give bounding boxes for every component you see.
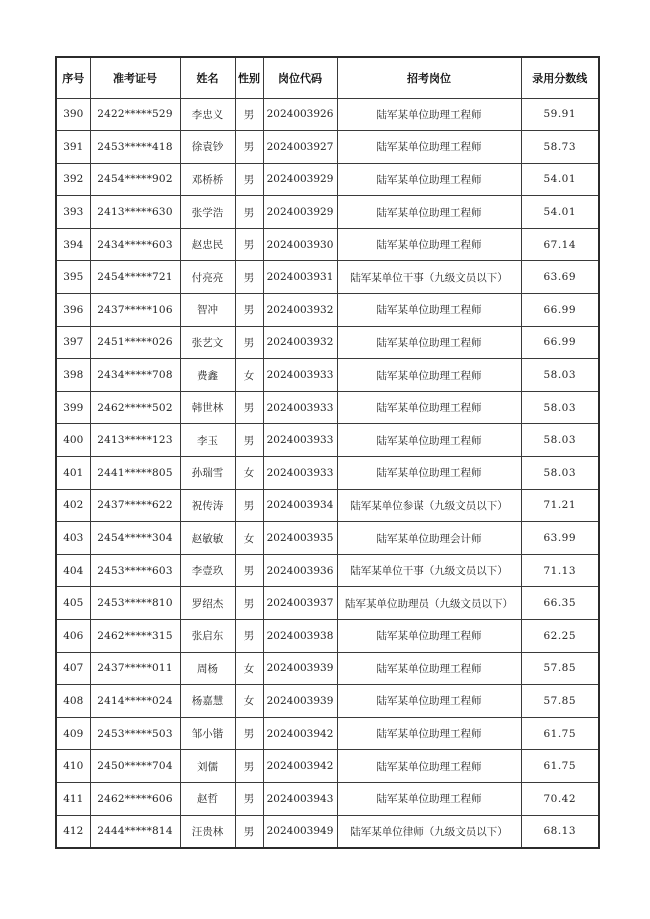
cell-score_line: 58.03 [521, 457, 599, 490]
cell-ticket: 2437*****106 [90, 294, 180, 327]
cell-job_code: 2024003934 [263, 489, 337, 522]
cell-ticket: 2462*****606 [90, 782, 180, 815]
cell-gender: 男 [235, 424, 263, 457]
cell-job_title: 陆军某单位干事（九级文员以下） [337, 554, 521, 587]
cell-gender: 男 [235, 98, 263, 131]
cell-job_code: 2024003931 [263, 261, 337, 294]
cell-name: 费鑫 [180, 359, 235, 392]
cell-name: 付亮亮 [180, 261, 235, 294]
cell-job_code: 2024003936 [263, 554, 337, 587]
cell-job_code: 2024003949 [263, 815, 337, 848]
cell-score_line: 58.03 [521, 424, 599, 457]
cell-job_code: 2024003929 [263, 163, 337, 196]
cell-ticket: 2453*****418 [90, 131, 180, 164]
cell-score_line: 54.01 [521, 163, 599, 196]
cell-index: 393 [56, 196, 90, 229]
cell-name: 刘儒 [180, 750, 235, 783]
cell-gender: 男 [235, 261, 263, 294]
cell-gender: 女 [235, 522, 263, 555]
cell-job_code: 2024003926 [263, 98, 337, 131]
cell-gender: 男 [235, 294, 263, 327]
cell-gender: 女 [235, 359, 263, 392]
cell-score_line: 58.03 [521, 391, 599, 424]
table-row [56, 457, 599, 490]
cell-score_line: 54.01 [521, 196, 599, 229]
cell-ticket: 2413*****630 [90, 196, 180, 229]
table-row [56, 228, 599, 261]
cell-job_code: 2024003933 [263, 359, 337, 392]
cell-gender: 男 [235, 489, 263, 522]
cell-name: 李壹玖 [180, 554, 235, 587]
cell-score_line: 67.14 [521, 228, 599, 261]
cell-job_title: 陆军某单位助理工程师 [337, 620, 521, 653]
table-row [56, 554, 599, 587]
table-row [56, 750, 599, 783]
cell-ticket: 2434*****708 [90, 359, 180, 392]
col-header-score-line: 录用分数线 [521, 57, 599, 98]
cell-name: 赵忠民 [180, 228, 235, 261]
table-row [56, 261, 599, 294]
cell-job_title: 陆军某单位助理工程师 [337, 326, 521, 359]
cell-score_line: 66.99 [521, 294, 599, 327]
cell-name: 汪贵林 [180, 815, 235, 848]
cell-name: 罗绍杰 [180, 587, 235, 620]
cell-score_line: 63.99 [521, 522, 599, 555]
cell-job_title: 陆军某单位助理工程师 [337, 196, 521, 229]
cell-job_code: 2024003938 [263, 620, 337, 653]
cell-job_title: 陆军某单位律师（九级文员以下） [337, 815, 521, 848]
cell-index: 404 [56, 554, 90, 587]
table-row [56, 620, 599, 653]
cell-gender: 男 [235, 587, 263, 620]
table-row [56, 163, 599, 196]
cell-job_code: 2024003937 [263, 587, 337, 620]
cell-gender: 男 [235, 554, 263, 587]
cell-job_title: 陆军某单位助理工程师 [337, 163, 521, 196]
cell-gender: 男 [235, 131, 263, 164]
cell-index: 394 [56, 228, 90, 261]
cell-job_title: 陆军某单位助理工程师 [337, 457, 521, 490]
cell-job_code: 2024003943 [263, 782, 337, 815]
cell-index: 396 [56, 294, 90, 327]
cell-job_title: 陆军某单位助理工程师 [337, 424, 521, 457]
cell-job_code: 2024003933 [263, 391, 337, 424]
cell-gender: 男 [235, 620, 263, 653]
cell-ticket: 2462*****315 [90, 620, 180, 653]
col-header-ticket: 准考证号 [90, 57, 180, 98]
table-row [56, 98, 599, 131]
cell-ticket: 2454*****304 [90, 522, 180, 555]
cell-job_code: 2024003935 [263, 522, 337, 555]
cell-gender: 男 [235, 750, 263, 783]
cell-job_title: 陆军某单位助理工程师 [337, 359, 521, 392]
table-row [56, 391, 599, 424]
recruitment-score-table [55, 56, 600, 849]
col-header-gender: 性别 [235, 57, 263, 98]
cell-job_code: 2024003933 [263, 457, 337, 490]
cell-job_code: 2024003932 [263, 326, 337, 359]
table-row [56, 294, 599, 327]
cell-job_title: 陆军某单位助理工程师 [337, 391, 521, 424]
cell-gender: 女 [235, 685, 263, 718]
cell-score_line: 61.75 [521, 750, 599, 783]
col-header-job-title: 招考岗位 [337, 57, 521, 98]
cell-gender: 男 [235, 163, 263, 196]
cell-name: 周杨 [180, 652, 235, 685]
table-body [56, 98, 599, 848]
cell-job_title: 陆军某单位助理工程师 [337, 98, 521, 131]
cell-index: 411 [56, 782, 90, 815]
cell-score_line: 57.85 [521, 685, 599, 718]
cell-score_line: 68.13 [521, 815, 599, 848]
cell-ticket: 2454*****721 [90, 261, 180, 294]
cell-job_code: 2024003932 [263, 294, 337, 327]
cell-score_line: 58.73 [521, 131, 599, 164]
col-header-job-code: 岗位代码 [263, 57, 337, 98]
cell-job_title: 陆军某单位助理工程师 [337, 131, 521, 164]
cell-name: 张启东 [180, 620, 235, 653]
cell-score_line: 71.21 [521, 489, 599, 522]
table-row [56, 489, 599, 522]
cell-name: 祝传涛 [180, 489, 235, 522]
cell-job_title: 陆军某单位助理工程师 [337, 685, 521, 718]
cell-name: 张学浩 [180, 196, 235, 229]
col-header-name: 姓名 [180, 57, 235, 98]
cell-name: 徐袁钞 [180, 131, 235, 164]
cell-score_line: 62.25 [521, 620, 599, 653]
cell-score_line: 66.99 [521, 326, 599, 359]
cell-index: 399 [56, 391, 90, 424]
cell-gender: 男 [235, 815, 263, 848]
cell-job_code: 2024003929 [263, 196, 337, 229]
cell-name: 李忠义 [180, 98, 235, 131]
cell-ticket: 2462*****502 [90, 391, 180, 424]
cell-score_line: 58.03 [521, 359, 599, 392]
cell-name: 赵敏敏 [180, 522, 235, 555]
table-row [56, 359, 599, 392]
cell-job_title: 陆军某单位助理员（九级文员以下） [337, 587, 521, 620]
cell-index: 409 [56, 717, 90, 750]
cell-score_line: 57.85 [521, 652, 599, 685]
cell-job_title: 陆军某单位参谋（九级文员以下） [337, 489, 521, 522]
cell-name: 邓桥桥 [180, 163, 235, 196]
cell-gender: 男 [235, 782, 263, 815]
cell-ticket: 2453*****603 [90, 554, 180, 587]
cell-ticket: 2437*****622 [90, 489, 180, 522]
cell-ticket: 2444*****814 [90, 815, 180, 848]
cell-name: 赵哲 [180, 782, 235, 815]
cell-score_line: 66.35 [521, 587, 599, 620]
cell-index: 412 [56, 815, 90, 848]
cell-ticket: 2422*****529 [90, 98, 180, 131]
cell-name: 韩世林 [180, 391, 235, 424]
cell-job_code: 2024003939 [263, 685, 337, 718]
table-row [56, 815, 599, 848]
cell-job_title: 陆军某单位干事（九级文员以下） [337, 261, 521, 294]
cell-index: 401 [56, 457, 90, 490]
cell-index: 408 [56, 685, 90, 718]
cell-index: 392 [56, 163, 90, 196]
cell-ticket: 2453*****503 [90, 717, 180, 750]
cell-gender: 男 [235, 717, 263, 750]
cell-index: 397 [56, 326, 90, 359]
cell-ticket: 2451*****026 [90, 326, 180, 359]
cell-gender: 男 [235, 391, 263, 424]
cell-name: 李玉 [180, 424, 235, 457]
table-row [56, 131, 599, 164]
col-header-index: 序号 [56, 57, 90, 98]
cell-ticket: 2450*****704 [90, 750, 180, 783]
cell-ticket: 2437*****011 [90, 652, 180, 685]
cell-ticket: 2414*****024 [90, 685, 180, 718]
cell-job_title: 陆军某单位助理工程师 [337, 782, 521, 815]
cell-ticket: 2441*****805 [90, 457, 180, 490]
cell-gender: 男 [235, 326, 263, 359]
cell-index: 400 [56, 424, 90, 457]
cell-index: 405 [56, 587, 90, 620]
cell-ticket: 2454*****902 [90, 163, 180, 196]
cell-gender: 男 [235, 228, 263, 261]
table-header [56, 57, 599, 98]
cell-gender: 男 [235, 196, 263, 229]
cell-score_line: 59.91 [521, 98, 599, 131]
table-row [56, 782, 599, 815]
cell-job_title: 陆军某单位助理工程师 [337, 294, 521, 327]
cell-score_line: 63.69 [521, 261, 599, 294]
cell-job_code: 2024003942 [263, 717, 337, 750]
table-row [56, 717, 599, 750]
cell-job_code: 2024003933 [263, 424, 337, 457]
cell-job_title: 陆军某单位助理工程师 [337, 652, 521, 685]
cell-ticket: 2453*****810 [90, 587, 180, 620]
cell-name: 张艺文 [180, 326, 235, 359]
cell-gender: 女 [235, 652, 263, 685]
cell-index: 395 [56, 261, 90, 294]
table-row [56, 424, 599, 457]
cell-job_code: 2024003930 [263, 228, 337, 261]
cell-job_code: 2024003927 [263, 131, 337, 164]
table-row [56, 326, 599, 359]
cell-job_title: 陆军某单位助理工程师 [337, 750, 521, 783]
cell-job_title: 陆军某单位助理工程师 [337, 228, 521, 261]
table-header-row [56, 57, 599, 98]
cell-job_title: 陆军某单位助理工程师 [337, 717, 521, 750]
cell-name: 孙瑞雪 [180, 457, 235, 490]
cell-index: 402 [56, 489, 90, 522]
cell-job_code: 2024003942 [263, 750, 337, 783]
cell-job_code: 2024003939 [263, 652, 337, 685]
cell-ticket: 2434*****603 [90, 228, 180, 261]
cell-index: 398 [56, 359, 90, 392]
table-row [56, 652, 599, 685]
cell-index: 407 [56, 652, 90, 685]
cell-name: 邹小锴 [180, 717, 235, 750]
cell-index: 391 [56, 131, 90, 164]
cell-job_title: 陆军某单位助理会计师 [337, 522, 521, 555]
cell-index: 390 [56, 98, 90, 131]
cell-index: 403 [56, 522, 90, 555]
table-row [56, 522, 599, 555]
cell-gender: 女 [235, 457, 263, 490]
cell-index: 406 [56, 620, 90, 653]
table-row [56, 685, 599, 718]
table-row [56, 587, 599, 620]
cell-index: 410 [56, 750, 90, 783]
cell-score_line: 70.42 [521, 782, 599, 815]
cell-name: 智冲 [180, 294, 235, 327]
table-row [56, 196, 599, 229]
cell-ticket: 2413*****123 [90, 424, 180, 457]
cell-score_line: 61.75 [521, 717, 599, 750]
cell-score_line: 71.13 [521, 554, 599, 587]
cell-name: 杨嘉慧 [180, 685, 235, 718]
